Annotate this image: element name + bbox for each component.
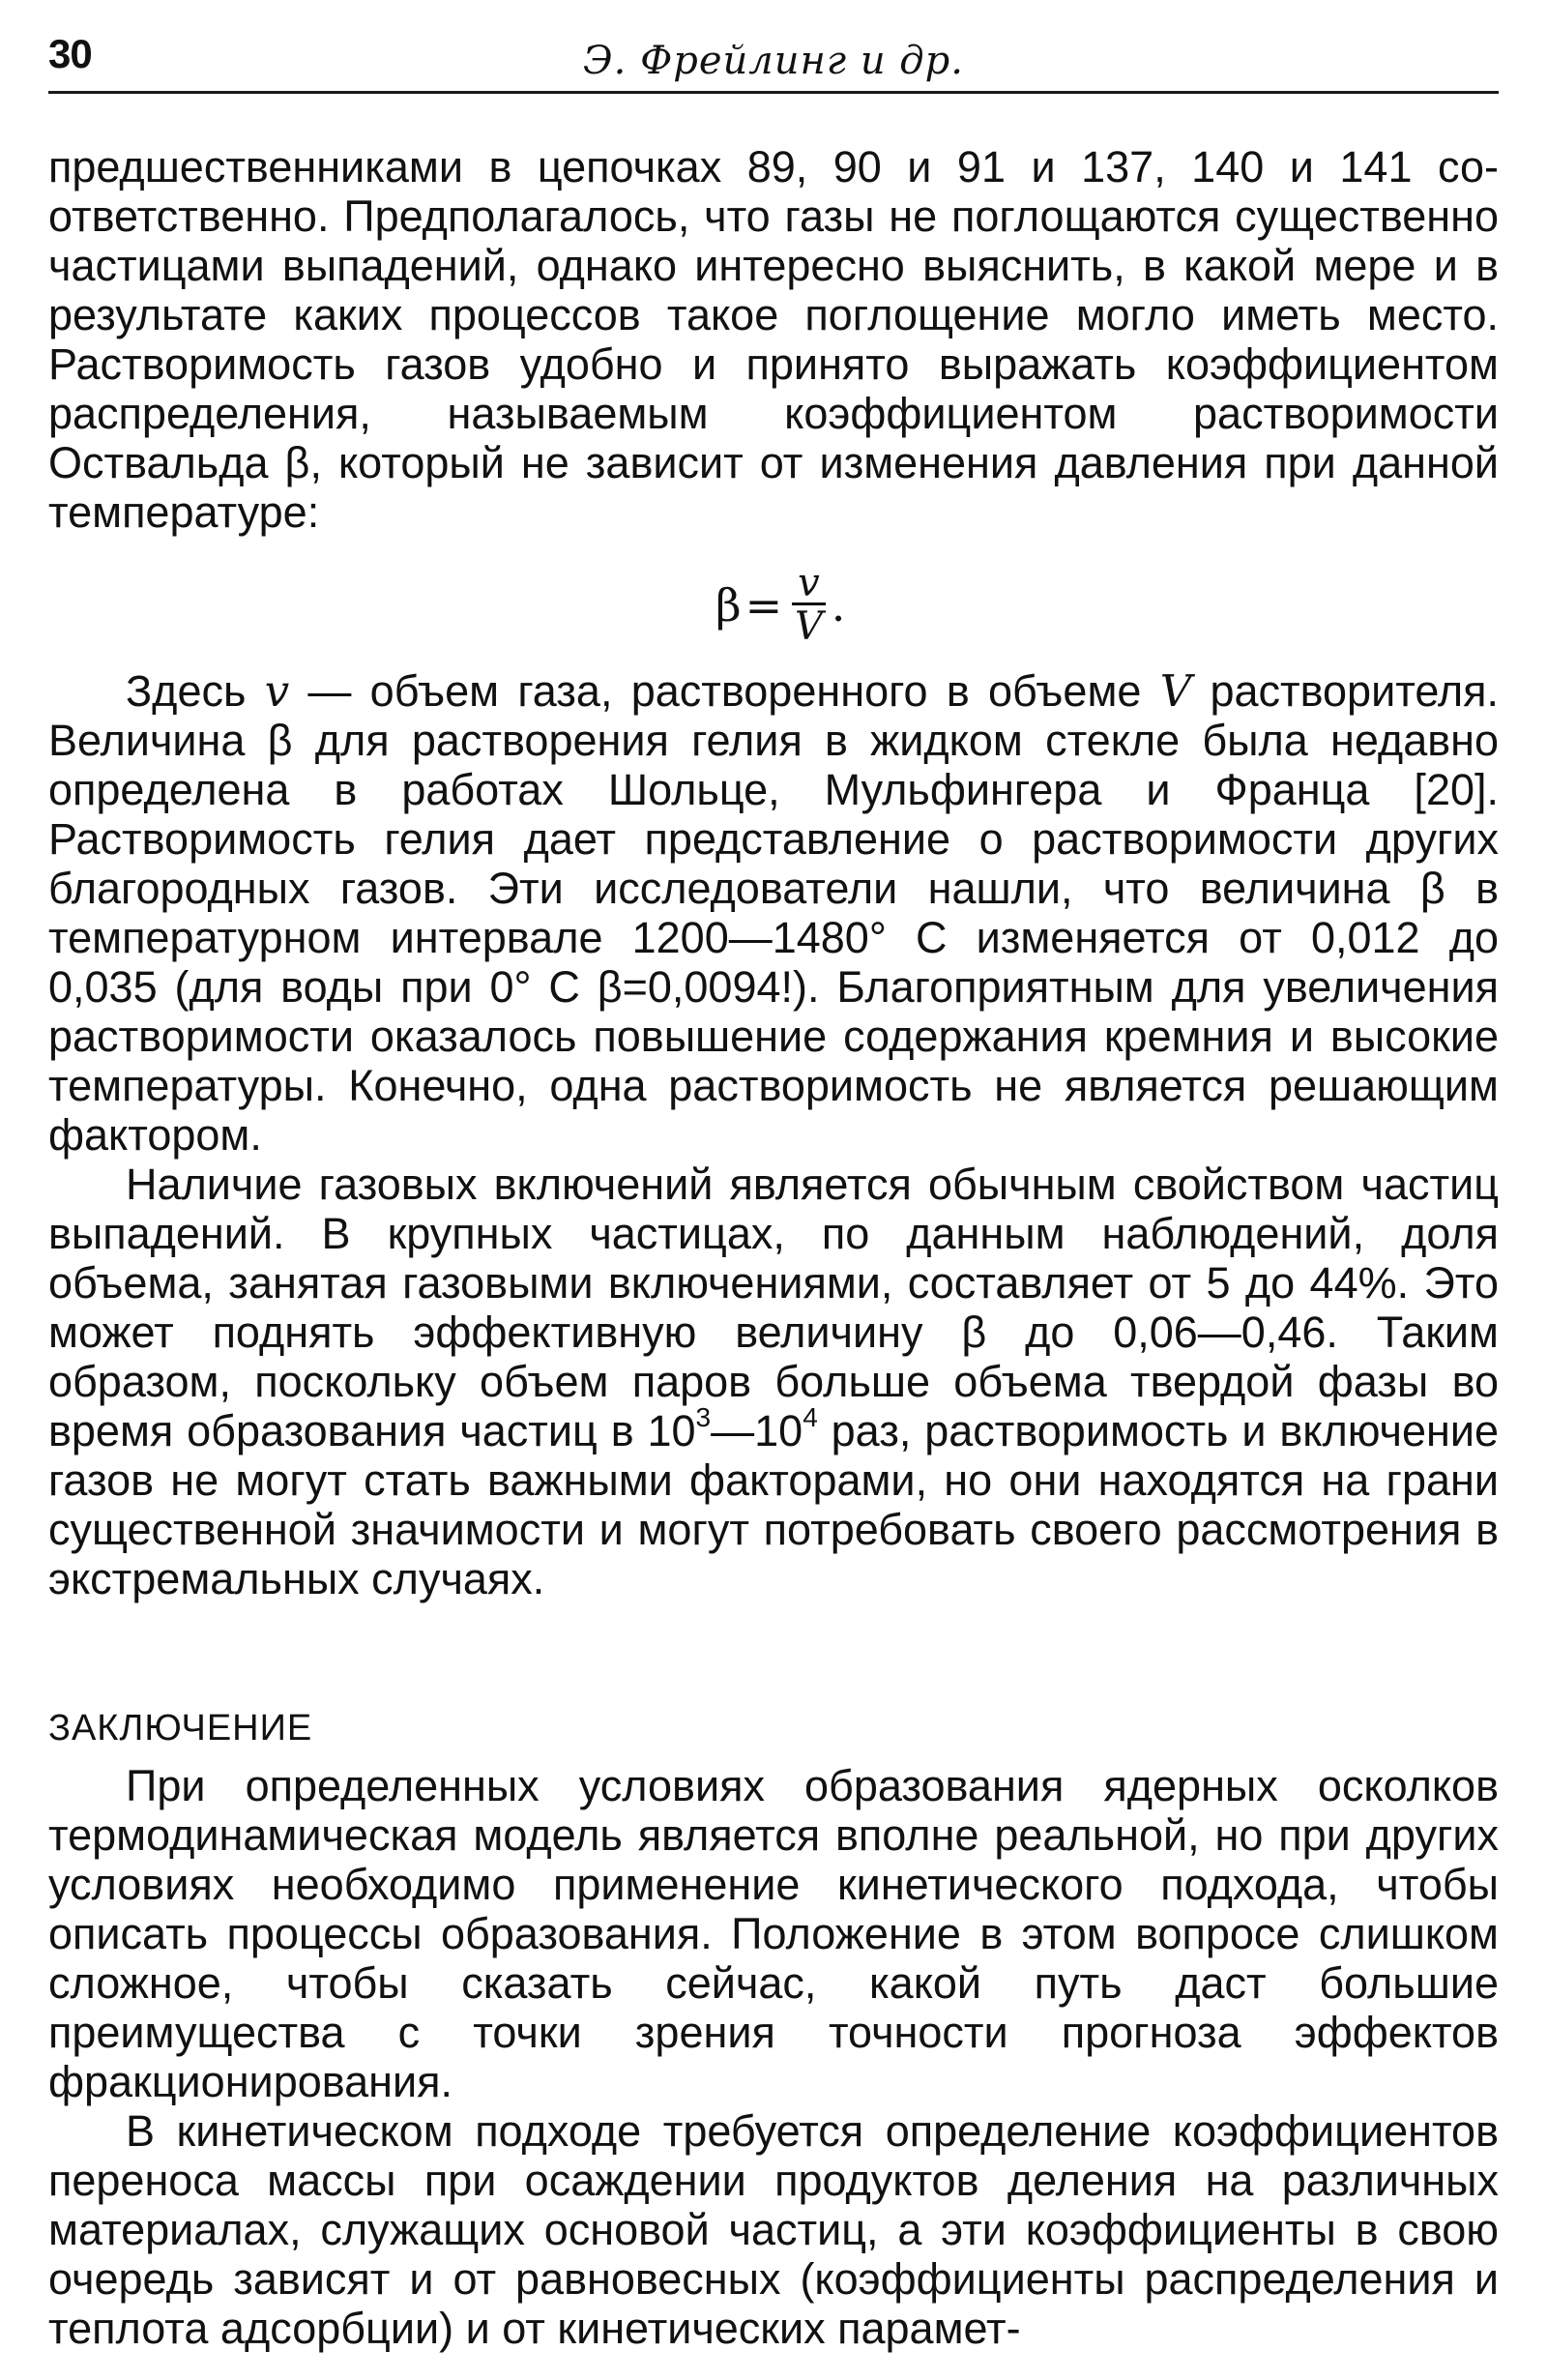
p3-text-b: —10 [711,1406,803,1455]
formula-fraction [792,561,826,649]
formula-denominator: V [795,604,823,649]
p2-text-c: растворителя. Величина β для растворения гелия в жидком стекле была недавно определена в работах Шольце, Мульфингера и Франца [20]. Растворимость гелия дает представление о растворимости других благородных газов. Эти исследователи нашли, что величина β в температурном интервале 1200—1480° С изменяется от 0,012 до 0,035 (для воды при 0° С β=0,0094!). Благоприятным для увеличения растворимости оказалось повышение содержания кремния и высокие температуры. Конечно, одна растворимость не является решающим фактором. [48,666,1499,1160]
p3-sup-2: 4 [803,1402,818,1432]
paragraph-3 [48,1160,1499,1603]
running-head [48,27,1499,94]
body-text [48,142,1499,2353]
paragraph-2 [48,666,1499,1160]
page-number: 30 [48,31,92,76]
p3-text-c: раз, растворимость и включение газов не могут стать важными факторами, но они находятся на грани существенной значимости и могут потребовать своего рассмотрения в экстремальных случаях. [48,1406,1499,1603]
p2-text-a: Здесь [126,666,265,716]
formula-period: . [831,579,846,632]
p2-text-b: — объем газа, растворенного в объеме [289,666,1160,716]
paragraph-5: В кинетическом подходе требуется определение коэффициентов переноса массы при осаждении продуктов деления на различных материалах, служащих основой частиц, а эти коэффициенты в свою очередь зависят и от равновесных (коэффициенты распределения и теплота адсорбции) и от кинетических парамет- [48,2106,1499,2353]
running-title: Э. Фрейлинг и др. [583,39,964,83]
p2-var-V: V [1159,665,1192,717]
p2-var-v: v [264,665,290,717]
paragraph-1: предшественниками в цепочках 89, 90 и 91 и 137, 140 и 141 соответственно. Предполагалось, что газы не поглощаются существенно частицами выпадений, однако интересно выяснить, в какой мере и в результате каких процессов такое поглощение могло иметь место. Растворимость газов удобно и принято выражать коэффициентом распределения, называемым коэффициентом растворимости Оствальда β, который не зависит от изменения давления при данной температуре: [48,142,1499,537]
book-page [48,27,1499,2353]
p3-text-a: Наличие газовых включений является обычным свойством частиц выпадений. В крупных частицах, по данным наблюдений, доля объема, занятая газовыми включениями, составляет от 5 до 44%. Это может поднять эффективную величину β до 0,06—0,46. Таким образом, поскольку объем паров больше объема твердой фазы во время образования частиц в 10 [48,1160,1499,1455]
p3-sup-1: 3 [695,1402,712,1432]
formula-numerator: v [792,564,826,605]
formula-beta [48,541,1499,666]
formula-equals: = [744,579,783,632]
formula-lhs: β [715,579,742,632]
section-heading: ЗАКЛЮЧЕНИЕ [48,1708,313,1748]
paragraph-4: При определенных условиях образования ядерных осколков термодинамическая модель является вполне реальной, но при других условиях необходимо применение кинетического подхода, чтобы описать процессы образования. Положение в этом вопросе слишком сложное, чтобы сказать сейчас, какой путь даст большие преимущества с точки зрения точности прогноза эффектов фракционирования. [48,1761,1499,2106]
